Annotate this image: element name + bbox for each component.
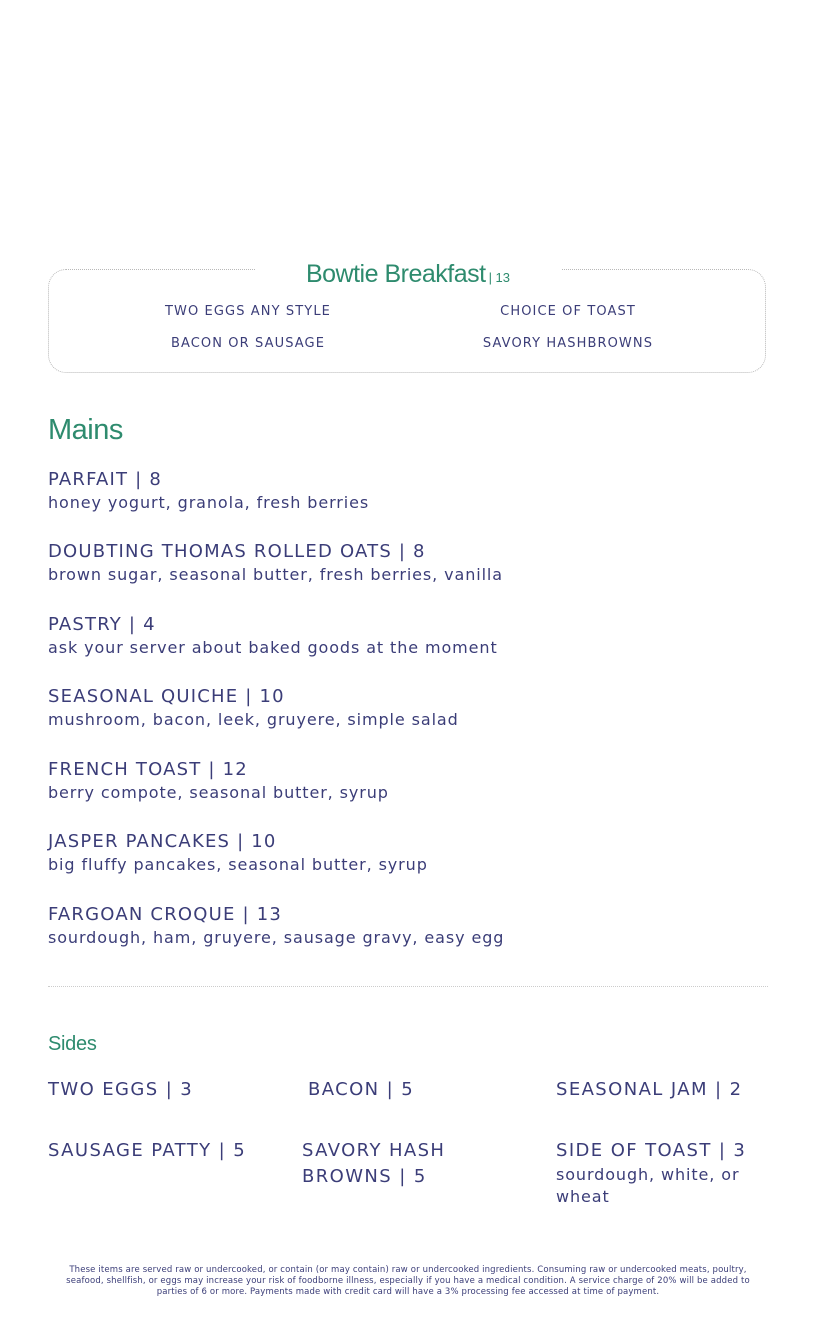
mains-heading: Mains <box>48 414 123 446</box>
side-item-name: SIDE OF TOAST | 3 <box>556 1140 747 1161</box>
side-item <box>302 1138 472 1190</box>
breakfast-item: CHOICE OF TOAST <box>500 304 636 319</box>
breakfast-special-price: | 13 <box>488 270 511 285</box>
side-item-name: SEASONAL JAM | 2 <box>556 1079 743 1100</box>
menu-item-description: sourdough, ham, gruyere, sausage gravy, easy egg <box>48 928 505 947</box>
side-item <box>556 1077 786 1103</box>
breakfast-item: BACON OR SAUSAGE <box>170 336 326 351</box>
sides-heading: Sides <box>48 1033 97 1055</box>
menu-item-description: brown sugar, seasonal butter, fresh berries, vanilla <box>48 565 503 584</box>
menu-item-name: SEASONAL QUICHE | 10 <box>48 686 285 707</box>
menu-item-name: FARGOAN CROQUE | 13 <box>48 904 282 925</box>
menu-item <box>48 468 369 514</box>
menu-item-description: ask your server about baked goods at the moment <box>48 638 498 657</box>
menu-item <box>48 830 428 876</box>
side-item-description: sourdough, white, or wheat <box>556 1165 740 1206</box>
breakfast-item: TWO EGGS ANY STYLE <box>165 304 331 319</box>
side-item-name: TWO EGGS | 3 <box>48 1079 194 1100</box>
menu-item <box>48 540 503 586</box>
menu-item <box>48 613 498 659</box>
breakfast-special-name: Bowtie Breakfast <box>305 260 486 288</box>
section-divider <box>48 986 768 987</box>
menu-item <box>48 685 459 731</box>
menu-item-name: DOUBTING THOMAS ROLLED OATS | 8 <box>48 541 426 562</box>
menu-item-description: honey yogurt, granola, fresh berries <box>48 493 370 512</box>
breakfast-special-title <box>255 257 561 291</box>
menu-item-description: big fluffy pancakes, seasonal butter, syrup <box>48 855 428 874</box>
disclaimer-text: These items are served raw or undercooked, or contain (or may contain) raw or undercooked ingredients. Consuming raw or undercooked meats, poultry, seafood, shellfish, or eggs may increase your risk of foodborne illness, especially if you have a medical condition. A service charge of 20% will be added to parties of 6 or more. Payments made with credit card will have a 3% processing fee accessed at time of payment. <box>66 1265 750 1297</box>
menu-item-name: PASTRY | 4 <box>48 614 156 635</box>
side-item-name: SAVORY HASH BROWNS | 5 <box>302 1140 446 1187</box>
side-item <box>556 1138 756 1208</box>
menu-item-description: mushroom, bacon, leek, gruyere, simple salad <box>48 710 459 729</box>
menu-item-name: FRENCH TOAST | 12 <box>48 759 248 780</box>
side-item <box>48 1138 248 1164</box>
side-item-name: BACON | 5 <box>308 1079 415 1100</box>
menu-item <box>48 903 504 949</box>
side-item-name: SAUSAGE PATTY | 5 <box>48 1140 247 1161</box>
breakfast-item: SAVORY HASHBROWNS <box>482 336 654 351</box>
menu-item-description: berry compote, seasonal butter, syrup <box>48 783 389 802</box>
side-item <box>48 1077 278 1103</box>
menu-item-name: JASPER PANCAKES | 10 <box>48 831 277 852</box>
side-item <box>308 1077 538 1103</box>
menu-item <box>48 758 389 804</box>
menu-item-name: PARFAIT | 8 <box>48 469 163 490</box>
